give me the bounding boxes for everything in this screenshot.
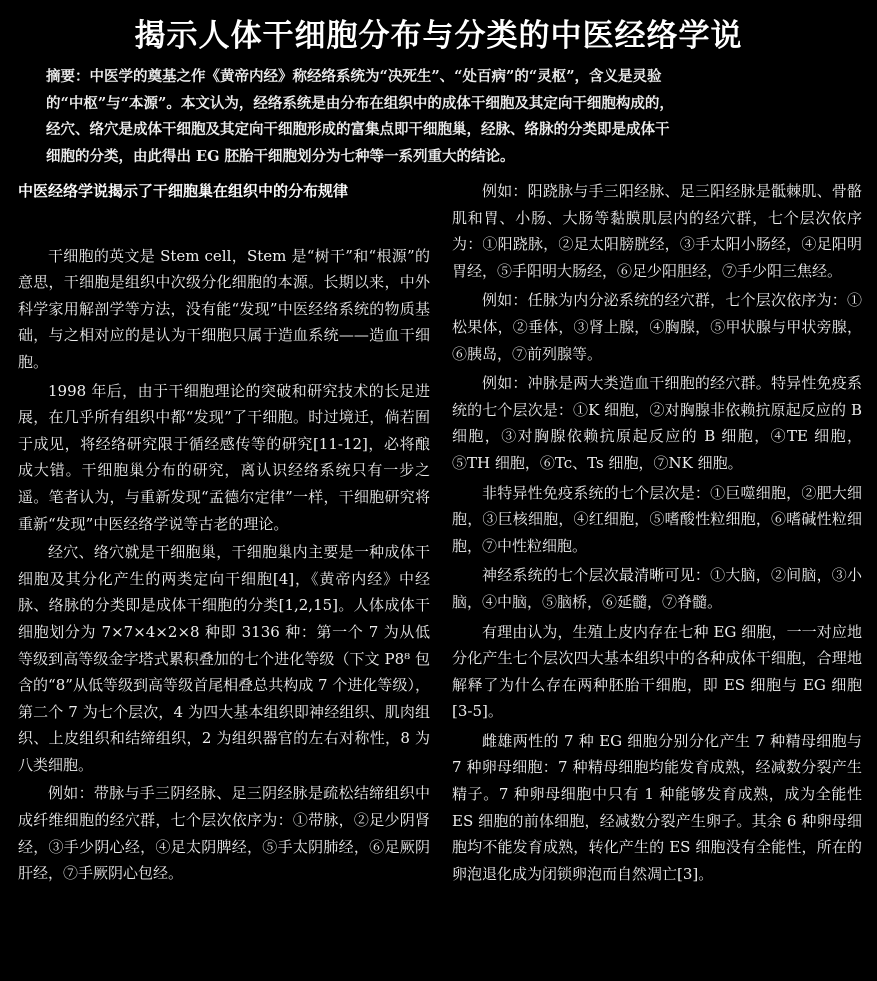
body-paragraph: 有理由认为，生殖上皮内存在七种 EG 细胞，一一对应地分化产生七个层次四大基本组织中的各种成体干细胞，合理地解释了为什么存在两种胚胎干细胞，即 ES 细胞与 EG 细胞[3-5]。: [452, 622, 862, 721]
body-paragraph: 雌雄两性的 7 种 EG 细胞分别分化产生 7 种精母细胞与 7 种卵母细胞：7 种精母细胞均能发育成熟，经减数分裂产生精子。7 种卵母细胞中只有 1 种能够发育成熟，成为全能性 ES 细胞的前体细胞，经减数分裂产生卵子。其余 6 种卵母细胞均不能发育成熟，转化产生的 ES 细胞没有全能性，所在的卵泡退化成为闭锁卵泡而自然凋亡[3]。: [452, 731, 862, 883]
abstract-line: 细胞的分类，由此得出 EG 胚胎干细胞划分为七种等一系列重大的结论。: [46, 147, 515, 165]
body-paragraph: 例如：阳跷脉与手三阳经脉、足三阳经脉是骶棘肌、骨骼肌和胃、小肠、大肠等黏膜肌层内的经穴群，七个层次依序为：①阳跷脉，②足太阳膀胱经，③手太阳小肠经，④足阳明胃经，⑤手阳明大肠经，⑥足少阳胆经，⑦手少阳三焦经。: [452, 182, 862, 280]
abstract-line: 摘要：中医学的奠基之作《黄帝内经》称经络系统为“决死生”、“处百病”的“灵枢”，含义是灵验: [46, 68, 662, 85]
body-paragraph: 例如：任脉为内分泌系统的经穴群，七个层次依序为：①松果体，②垂体，③肾上腺，④胸腺，⑤甲状腺与甲状旁腺，⑥胰岛，⑦前列腺等。: [452, 291, 862, 363]
left-column: [18, 178, 430, 889]
abstract-line: 的“中枢”与“本源”。本文认为，经络系统是由分布在组织中的成体干细胞及其定向干细胞构成的，: [46, 94, 674, 112]
page-title: 揭示人体干细胞分布与分类的中医经络学说: [134, 18, 743, 54]
body-paragraph: 例如：冲脉是两大类造血干细胞的经穴群。特异性免疫系统的七个层次是：①K 细胞，②对胸腺非依赖抗原起反应的 B 细胞，③对胸腺依赖抗原起反应的 B 细胞，④TE 细胞，⑤TH 细胞，⑥Tc、Ts 细胞，⑦NK 细胞。: [452, 374, 862, 472]
body-paragraph: 非特异性免疫系统的七个层次是：①巨噬细胞，②肥大细胞，③巨核细胞，④红细胞，⑤嗜酸性粒细胞，⑥嗜碱性粒细胞，⑦中性粒细胞。: [452, 483, 862, 555]
right-column: [452, 178, 862, 890]
abstract: [46, 64, 821, 170]
body-paragraph: 经穴、络穴就是干细胞巢，干细胞巢内主要是一种成体干细胞及其分化产生的两类定向干细胞[4]，《黄帝内经》中经脉、络脉的分类即是成体干细胞的分类[1,2,15]。人体成体干细胞划分为 7×7×4×2×8 种即 3136 种：第一个 7 为从低等级到高等级金字塔式累积叠加的七个进化等级（下文 P8⁸ 包含的“8”从低等级到高等级首尾相叠总共构成 7 个进化等级），第二个 7 为七个层次，4 为四大基本组织即神经组织、肌肉组织、上皮组织和结缔组织，2 为组织器官的左右对称性，8 为八类细胞。: [18, 543, 430, 774]
body-paragraph: 1998 年后，由于干细胞理论的突破和研究技术的长足进展，在几乎所有组织中都“发现”了干细胞。时过境迁，倘若囿于成见，将经络研究限于循经感传等的研究[11-12]，必将酿成大错。干细胞巢分布的研究，离认识经络系统只有一步之遥。笔者认为，与重新发现“孟德尔定律”一样，干细胞研究将重新“发现”中医经络学说等古老的理论。: [18, 381, 430, 533]
abstract-line: 经穴、络穴是成体干细胞及其定向干细胞形成的富集点即干细胞巢，经脉、络脉的分类即是成体干: [46, 121, 670, 138]
body-paragraph: 干细胞的英文是 Stem cell，Stem 是“树干”和“根源”的意思，干细胞是组织中次级分化细胞的本源。长期以来，中外科学家用解剖学等方法，没有能“发现”中医经络系统的物质基础，与之相对应的是认为干细胞只属于造血系统——造血干细胞。: [18, 246, 430, 371]
body-paragraph: 例如：带脉与手三阴经脉、足三阴经脉是疏松结缔组织中成纤维细胞的经穴群，七个层次依序为：①带脉，②足少阴肾经，③手少阴心经，④足太阴脾经，⑤手太阴肺经，⑥足厥阴肝经，⑦手厥阴心包经。: [18, 784, 430, 883]
abstract-label: 摘要：: [46, 68, 90, 85]
section-heading: 中医经络学说揭示了干细胞巢在组织中的分布规律: [18, 182, 349, 200]
body-paragraph: 神经系统的七个层次最清晰可见：①大脑，②间脑，③小脑，④中脑，⑤脑桥，⑥延髓，⑦脊髓。: [452, 566, 862, 611]
